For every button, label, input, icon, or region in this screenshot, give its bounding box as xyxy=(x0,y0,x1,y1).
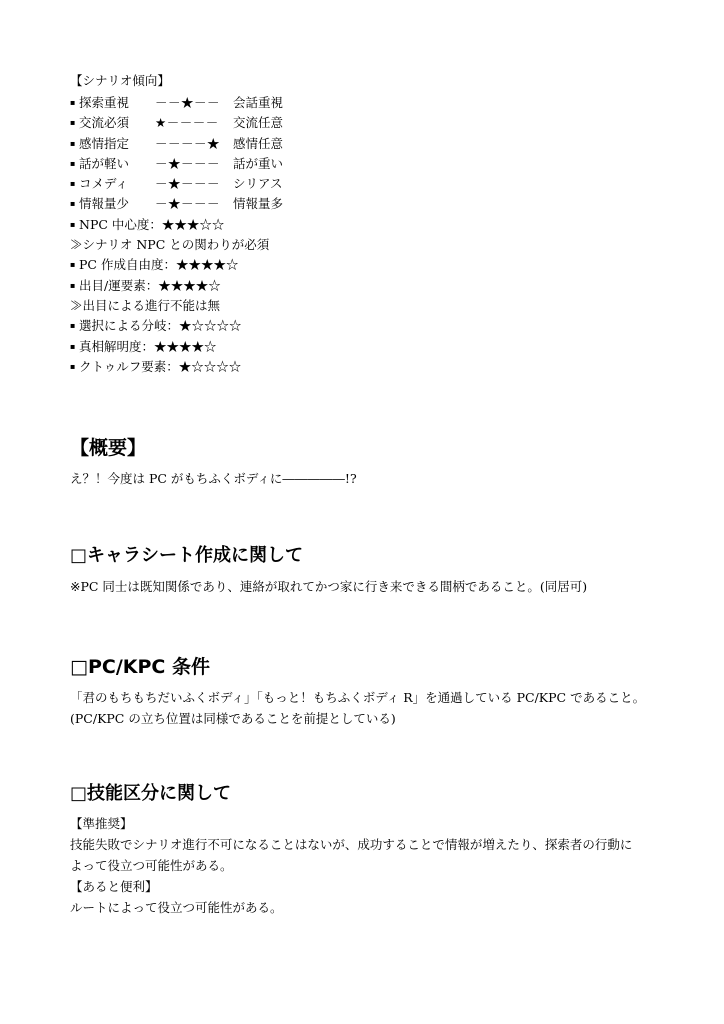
note-text: ≫出目による進行不能は無 xyxy=(70,297,221,313)
rating-text: NPC 中心度：★★★☆☆ xyxy=(79,216,225,232)
rating-text: 真相解明度：★★★★☆ xyxy=(79,338,217,354)
rating-text: 選択による分岐：★☆☆☆☆ xyxy=(79,318,242,334)
scale-marker: －★－－－ xyxy=(155,176,221,192)
conditions-heading: □PC/KPC 条件 xyxy=(70,656,210,678)
scale-marker: －－★－－ xyxy=(155,95,221,110)
overview-section xyxy=(70,436,357,489)
recommended-label: 【準推奨】 xyxy=(70,816,133,831)
useful-text: ルートによって役立つ可能性がある。 xyxy=(70,900,283,915)
scale-marker: －★－－－ xyxy=(155,196,221,212)
scale-right-label: 感情任意 xyxy=(233,135,284,151)
rating-row-pc-freedom xyxy=(70,255,670,275)
tendency-scale-row xyxy=(70,194,670,214)
scale-left-label: 探索重視 xyxy=(79,95,130,110)
scale-marker: ★－－－－ xyxy=(155,115,219,131)
useful-label: 【あると便利】 xyxy=(70,879,158,894)
bullet-icon xyxy=(70,134,79,154)
tendency-scale-row xyxy=(70,113,670,133)
rating-text: クトゥルフ要素：★☆☆☆☆ xyxy=(79,358,242,374)
rating-note-dice xyxy=(70,296,670,316)
bullet-icon xyxy=(70,255,79,275)
charsheet-section xyxy=(70,544,587,597)
bullet-icon xyxy=(70,215,79,235)
tendency-scale-row xyxy=(70,134,670,154)
scale-left-label: 交流必須 xyxy=(79,115,130,131)
overview-heading: 【概要】 xyxy=(70,437,147,459)
bullet-icon xyxy=(70,113,79,133)
rating-note-npc xyxy=(70,235,670,255)
rating-text: 出目/運要素：★★★★☆ xyxy=(79,277,221,293)
bullet-icon xyxy=(70,194,79,214)
rating-row-npc-centrality xyxy=(70,215,670,235)
scenario-tendency-heading: 【シナリオ傾向】 xyxy=(70,73,170,88)
recommended-text-line-1: 技能失敗でシナリオ進行不可になることはないが、成功することで情報が増えたり、探索者の行動に xyxy=(70,837,633,852)
skills-heading: □技能区分に関して xyxy=(70,783,232,804)
note-text: ≫シナリオ NPC との関わりが必須 xyxy=(70,237,270,253)
bullet-icon xyxy=(70,154,79,174)
tendency-scale-row xyxy=(70,174,670,194)
conditions-line-1: 「君のもちもちだいふくボディ」「もっと！もちふくボディ R」を通過している PC/KPC であること。 xyxy=(70,690,646,705)
rating-text: PC 作成自由度：★★★★☆ xyxy=(79,257,239,273)
scale-right-label: シリアス xyxy=(233,176,283,192)
scale-left-label: コメディ xyxy=(79,176,129,192)
conditions-section xyxy=(70,655,645,729)
scale-right-label: 会話重視 xyxy=(233,95,284,110)
rating-row-truth xyxy=(70,337,670,357)
scenario-tendency-list xyxy=(70,93,670,377)
rating-row-cthulhu xyxy=(70,357,670,377)
scale-right-label: 交流任意 xyxy=(233,115,284,131)
tendency-scale-row xyxy=(70,154,670,174)
bullet-icon xyxy=(70,316,79,336)
conditions-line-2: (PC/KPC の立ち位置は同様であることを前提としている) xyxy=(70,711,396,726)
scale-left-label: 話が軽い xyxy=(79,155,130,171)
scale-left-label: 情報量少 xyxy=(79,196,130,212)
scale-marker: －－－－★ xyxy=(155,135,221,151)
scale-left-label: 感情指定 xyxy=(79,135,130,151)
charsheet-heading: □キャラシート作成に関して xyxy=(70,545,304,566)
skills-section xyxy=(70,782,632,918)
bullet-icon xyxy=(70,276,79,296)
recommended-text-line-2: よって役立つ可能性がある。 xyxy=(70,858,233,873)
overview-text: え？！今度は PC がもちふくボディに―――――!? xyxy=(70,471,357,486)
scale-right-label: 話が重い xyxy=(233,155,284,171)
rating-row-branching xyxy=(70,316,670,336)
scale-marker: －★－－－ xyxy=(155,155,221,171)
tendency-scale-row xyxy=(70,93,670,113)
charsheet-text: ※PC 同士は既知関係であり、連絡が取れてかつ家に行き来できる間柄であること。(同居可) xyxy=(70,579,588,594)
bullet-icon xyxy=(70,174,79,194)
bullet-icon xyxy=(70,337,79,357)
rating-row-dice-luck xyxy=(70,276,670,296)
scale-right-label: 情報量多 xyxy=(233,196,284,212)
bullet-icon xyxy=(70,93,79,113)
bullet-icon xyxy=(70,357,79,377)
